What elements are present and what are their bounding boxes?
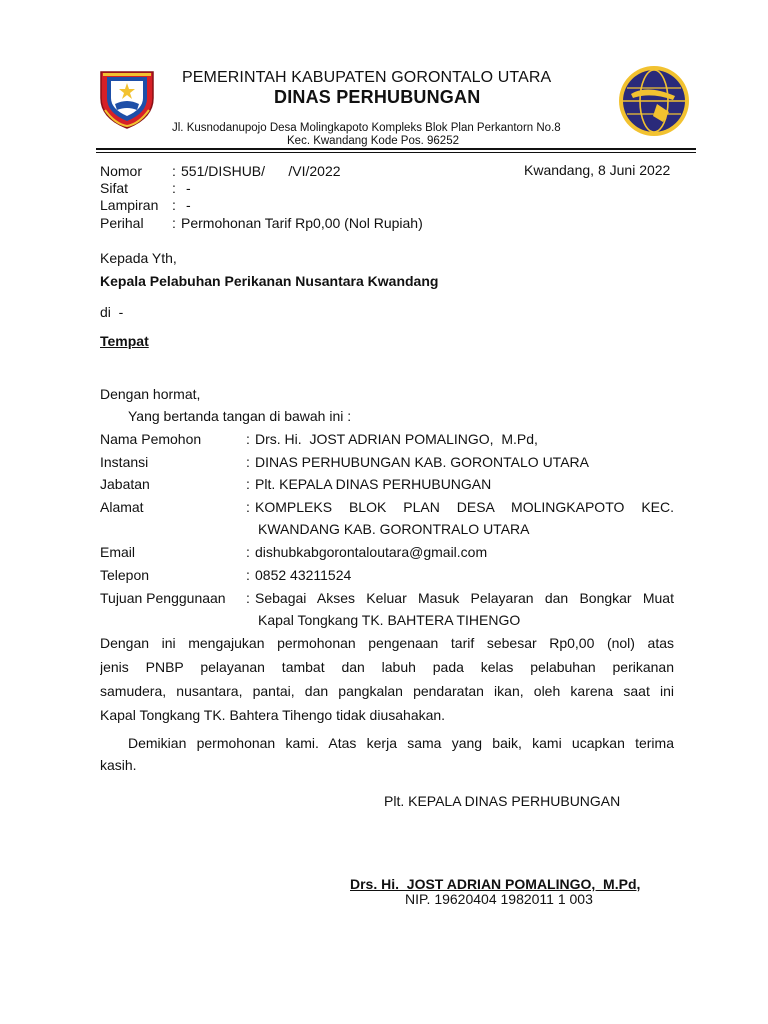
- field-colon: :: [246, 590, 250, 606]
- field-label-jabatan: Jabatan: [100, 476, 150, 492]
- signatory-title: Plt. KEPALA DINAS PERHUBUNGAN: [384, 793, 621, 809]
- field-colon: :: [246, 567, 250, 583]
- meta-colon: :: [172, 180, 176, 196]
- meta-value-sifat: -: [186, 180, 191, 196]
- field-label-instansi: Instansi: [100, 454, 149, 470]
- field-label-tujuan: Tujuan Penggunaan: [100, 590, 226, 606]
- signatory-nip: NIP. 19620404 1982011 1 003: [405, 891, 593, 907]
- field-value-alamat-cont: KWANDANG KAB. GORONTRALO UTARA: [258, 521, 530, 537]
- meta-label-nomor: Nomor: [100, 163, 143, 179]
- paragraph-line: jenis PNBP pelayanan tambat dan labuh pada kelas pelabuhan perikanan: [100, 659, 674, 675]
- meta-value-perihal: Permohonan Tarif Rp0,00 (Nol Rupiah): [181, 215, 423, 231]
- paragraph-line: samudera, nusantara, pantai, dan pangkalan pendaratan ikan, oleh karena saat ini: [100, 683, 674, 699]
- meta-colon: :: [172, 163, 176, 179]
- field-value-email: dishubkabgorontaloutara@gmail.com: [255, 544, 488, 560]
- meta-label-lampiran: Lampiran: [100, 197, 159, 213]
- meta-colon: :: [172, 215, 176, 231]
- paragraph-line: Kapal Tongkang TK. Bahtera Tihengo tidak diusahakan.: [100, 707, 446, 723]
- meta-label-sifat: Sifat: [100, 180, 129, 196]
- address-line-1: Jl. Kusnodanupojo Desa Molingkapoto Kompleks Blok Plan Perkantorn No.8: [172, 122, 561, 134]
- field-colon: :: [246, 454, 250, 470]
- gov-name: PEMERINTAH KABUPATEN GORONTALO UTARA: [182, 69, 552, 86]
- field-value-tujuan-cont: Kapal Tongkang TK. BAHTERA TIHENGO: [258, 612, 521, 628]
- intro-line: Yang bertanda tangan di bawah ini :: [128, 408, 352, 424]
- request-paragraph: [100, 631, 674, 727]
- meta-colon: :: [172, 197, 176, 213]
- field-value-instansi: DINAS PERHUBUNGAN KAB. GORONTALO UTARA: [255, 454, 589, 470]
- meta-label-perihal: Perihal: [100, 215, 144, 231]
- field-value-jabatan: Plt. KEPALA DINAS PERHUBUNGAN: [255, 476, 492, 492]
- header-divider-thick: [96, 148, 696, 150]
- closing-line-1: Demikian permohonan kami. Atas kerja sama yang baik, kami ucapkan terima: [128, 735, 674, 751]
- field-value-tujuan: Sebagai Akses Keluar Masuk Pelayaran dan Bongkar Muat: [255, 590, 674, 606]
- salutation: Dengan hormat,: [100, 386, 201, 402]
- field-colon: :: [246, 499, 250, 515]
- recipient-di: di -: [100, 304, 124, 320]
- paragraph-line: Dengan ini mengajukan permohonan pengenaan tarif sebesar Rp0,00 (nol) atas: [100, 635, 674, 651]
- field-colon: :: [246, 476, 250, 492]
- recipient-name: Kepala Pelabuhan Perikanan Nusantara Kwandang: [100, 273, 439, 289]
- field-label-telepon: Telepon: [100, 567, 150, 583]
- meta-value-nomor: 551/DISHUB/ /VI/2022: [181, 163, 341, 179]
- field-value-nama: Drs. Hi. JOST ADRIAN POMALINGO, M.Pd,: [255, 431, 538, 447]
- dept-name: DINAS PERHUBUNGAN: [274, 87, 481, 107]
- recipient-greeting: Kepada Yth,: [100, 250, 177, 266]
- field-label-alamat: Alamat: [100, 499, 144, 515]
- field-value-telepon: 0852 43211524: [255, 567, 352, 583]
- field-label-email: Email: [100, 544, 136, 560]
- field-colon: :: [246, 544, 250, 560]
- field-value-alamat: KOMPLEKS BLOK PLAN DESA MOLINGKAPOTO KEC.: [255, 499, 674, 515]
- letter-date: Kwandang, 8 Juni 2022: [524, 162, 671, 178]
- closing-line-2: kasih.: [100, 757, 137, 773]
- transport-emblem-icon: [617, 64, 691, 138]
- header-divider-thin: [96, 152, 696, 153]
- signatory-name: Drs. Hi. JOST ADRIAN POMALINGO, M.Pd,: [350, 876, 641, 892]
- address-line-2: Kec. Kwandang Kode Pos. 96252: [287, 135, 459, 147]
- meta-value-lampiran: -: [186, 197, 191, 213]
- recipient-place: Tempat: [100, 333, 149, 349]
- regency-emblem-icon: [95, 68, 159, 130]
- field-label-nama: Nama Pemohon: [100, 431, 202, 447]
- field-colon: :: [246, 431, 250, 447]
